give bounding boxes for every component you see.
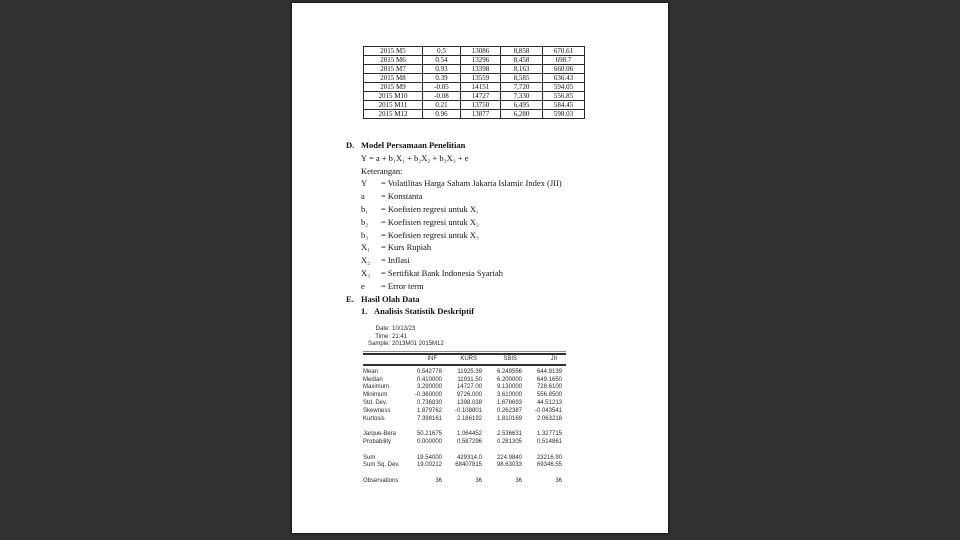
definition-row [346, 177, 656, 190]
stats-value-inf: 0.542778 [416, 368, 442, 375]
stats-value-sbis: 2.536631 [496, 431, 522, 438]
cell-period: 2015 M5 [364, 47, 423, 56]
stats-value-jii: -0.043541 [534, 407, 562, 414]
stats-row [363, 478, 566, 486]
stats-row [363, 423, 566, 431]
definition-row [346, 203, 656, 216]
cell-sbis: 8,163 [501, 65, 543, 74]
section-d-title: Model Persamaan Penelitian [361, 140, 466, 150]
stats-value-inf: -0.360000 [414, 392, 442, 399]
stats-value-kurs [442, 447, 482, 455]
stats-value-sbis [482, 447, 522, 455]
stats-row-pad [562, 423, 566, 431]
cell-kurs: 14727 [461, 92, 501, 101]
definition-symbol: X₂ [361, 255, 371, 266]
stats-value-inf: 0.410000 [416, 376, 442, 383]
stats-row [363, 439, 566, 447]
cell-period: 2015 M11 [364, 101, 423, 110]
section-d-label: D. [346, 140, 355, 150]
stats-row-label: Minimum [363, 392, 388, 399]
section-e-title: Hasil Olah Data [361, 293, 420, 304]
stats-row-label [363, 423, 402, 431]
definition-row [346, 216, 656, 229]
cell-jii: 556.85 [543, 92, 585, 101]
stats-value-jii: 649.1650 [536, 376, 562, 383]
cell-inf: 0.93 [423, 65, 461, 74]
stats-row-pad [562, 384, 566, 392]
cell-period: 2015 M12 [364, 110, 423, 119]
stats-row-pad [562, 408, 566, 416]
stats-value-jii: 556.8500 [536, 392, 562, 399]
stats-value-jii: 728.6100 [536, 384, 562, 391]
stats-row [363, 384, 566, 392]
cell-inf: -0.08 [423, 92, 461, 101]
stats-value-jii [522, 447, 562, 455]
cell-jii: 670.61 [543, 47, 585, 56]
definition-row [346, 280, 656, 293]
stats-row [363, 462, 566, 470]
table-row [364, 47, 585, 56]
stats-meta [363, 326, 566, 349]
stats-header-jii: JII [550, 355, 557, 362]
stats-row-label: Sum [363, 454, 376, 461]
definition-row [346, 241, 656, 254]
stats-value-sbis [482, 470, 522, 478]
definition-symbol: e [361, 280, 365, 291]
stats-value-jii: 44.51213 [536, 399, 562, 406]
stats-row [363, 455, 566, 463]
cell-sbis: 7,330 [501, 92, 543, 101]
stats-value-kurs: 1398.038 [456, 399, 482, 406]
stats-value-jii: 644.9139 [536, 368, 562, 375]
cell-inf: 0.39 [423, 74, 461, 83]
cell-period: 2015 M7 [364, 65, 423, 74]
stats-value-inf: 19.00212 [416, 462, 442, 469]
cell-jii: 636.43 [543, 74, 585, 83]
stats-row [363, 400, 566, 408]
stats-value-jii: 1.327715 [536, 431, 562, 438]
section-e-label: E. [346, 293, 354, 304]
stats-meta-label: Sample: [367, 341, 390, 348]
stats-body [363, 366, 566, 486]
stats-value-inf: 7.398161 [416, 415, 442, 422]
stats-meta-line [363, 341, 566, 349]
definitions-list [346, 177, 656, 292]
document-page [292, 3, 668, 533]
cell-kurs: 13398 [461, 65, 501, 74]
definition-symbol: b₁ [361, 203, 369, 214]
stats-meta-label: Date: [375, 326, 390, 332]
section-e-heading [346, 293, 656, 306]
definition-row [346, 229, 656, 242]
stats-row-pad [562, 478, 566, 486]
stats-row [363, 377, 566, 385]
stats-row-pad [562, 462, 566, 470]
stats-value-sbis: 1.678693 [496, 399, 522, 406]
cell-inf: -0.05 [423, 83, 461, 92]
table-row [364, 56, 585, 65]
definition-text: = Koefisien regresi untuk X₃ [381, 229, 479, 240]
stats-value-jii: 2.063218 [536, 415, 562, 422]
stats-value-sbis: 6.200000 [496, 376, 522, 383]
definition-text: = Sertifikat Bank Indonesia Syariah [381, 267, 503, 278]
stats-value-sbis: 3.610000 [496, 392, 522, 399]
stats-row-label [363, 447, 402, 455]
stats-value-inf: 19.54000 [416, 454, 442, 461]
stats-meta-label: Time: [375, 333, 390, 340]
stats-value-kurs: 11931.50 [457, 376, 482, 383]
stats-meta-line [363, 326, 566, 334]
stats-row-pad [562, 470, 566, 478]
stats-value-kurs: 2.186192 [456, 415, 482, 422]
cell-jii: 594.05 [543, 83, 585, 92]
definition-symbol: Y [361, 178, 368, 189]
definition-symbol: X₃ [361, 267, 371, 278]
definition-text: = Kurs Rupiah [381, 242, 432, 253]
stats-value-inf: 50.21675 [416, 431, 442, 438]
table-row [364, 65, 585, 74]
stats-row [363, 416, 566, 424]
definition-text: = Volatilitas Harga Saham Jakarta Islamic Index (JII) [381, 178, 562, 189]
stats-value-kurs: 68407815 [455, 462, 482, 469]
stats-value-sbis: 0.281305 [496, 438, 522, 445]
definition-text: = Inflasi [381, 255, 410, 266]
stats-row-label: Median [363, 376, 383, 383]
definition-row [346, 254, 656, 267]
cell-inf: 0.54 [423, 56, 461, 65]
stats-value-kurs: 9726.000 [456, 392, 482, 399]
cell-kurs: 13559 [461, 74, 501, 83]
stats-value-sbis: 36 [515, 477, 522, 484]
descriptive-stats-output [363, 326, 566, 486]
stats-row [363, 392, 566, 400]
stats-row-pad [562, 439, 566, 447]
stats-value-sbis: 1.810169 [496, 415, 522, 422]
stats-header-pad [562, 355, 566, 364]
stats-value-kurs [442, 470, 482, 478]
stats-row-label: Observations [363, 477, 399, 484]
definition-text: = Konstanta [381, 191, 423, 202]
stats-row [363, 408, 566, 416]
stats-value-jii: 69346.55 [536, 462, 562, 469]
stats-row-pad [562, 392, 566, 400]
stats-row-label: Sum Sq. Dev. [363, 462, 400, 469]
cell-inf: 0.96 [423, 110, 461, 119]
table-row [364, 92, 585, 101]
table-row [364, 101, 585, 110]
cell-period: 2015 M9 [364, 83, 423, 92]
table-row [364, 74, 585, 83]
table-row [364, 110, 585, 119]
stats-value-sbis: 224.9840 [496, 454, 522, 461]
stats-value-inf: 0.000000 [416, 438, 442, 445]
stats-value-inf: 0.736830 [416, 399, 442, 406]
cell-kurs: 13296 [461, 56, 501, 65]
section-d-heading [346, 139, 656, 152]
stats-value-kurs [442, 423, 482, 431]
definition-symbol: X₁ [361, 242, 371, 253]
cell-jii: 660.06 [543, 65, 585, 74]
stats-row-label: Kurtosis [363, 415, 385, 422]
cell-kurs: 13750 [461, 101, 501, 110]
cell-sbis: 6,495 [501, 101, 543, 110]
stats-row-label [363, 470, 402, 478]
stats-row [363, 470, 566, 478]
stats-value-sbis: 0.262387 [496, 407, 522, 414]
stats-value-kurs: 14727.00 [456, 384, 482, 391]
stats-row-pad [562, 431, 566, 439]
stats-header-row [363, 355, 566, 364]
cell-jii: 584.45 [543, 101, 585, 110]
stats-header-kurs: KURS [460, 355, 477, 362]
stats-meta-line [363, 334, 566, 342]
stats-value-jii [522, 423, 562, 431]
stats-row [363, 431, 566, 439]
definition-text: = Koefisien regresi untuk X₂ [381, 216, 479, 227]
stats-meta-value: 21:41 [392, 333, 408, 340]
cell-kurs: 13086 [461, 47, 501, 56]
cell-period: 2015 M6 [364, 56, 423, 65]
subsection-heading [346, 305, 656, 318]
stats-row-label: Std. Dev. [363, 399, 388, 406]
stats-row-pad [562, 377, 566, 385]
stats-meta-value: 2013M01 2015M12 [392, 341, 444, 348]
stats-meta-value: 10/13/23 [392, 326, 416, 332]
stats-value-sbis: 6.249556 [496, 368, 522, 375]
subsection-number: 1. [361, 306, 368, 317]
monthly-data-table [363, 46, 585, 119]
stats-row-label: Skewness [363, 407, 391, 414]
stats-value-sbis [482, 423, 522, 431]
definition-text: = Error term [381, 280, 424, 291]
stats-value-jii: 36 [555, 477, 562, 484]
stats-value-jii: 23216.90 [536, 454, 562, 461]
stats-value-kurs: 36 [475, 477, 482, 484]
definition-text: = Koefisien regresi untuk X₁ [381, 203, 479, 214]
cell-sbis: 8,458 [501, 56, 543, 65]
stats-row-pad [562, 369, 566, 377]
cell-period: 2015 M10 [364, 92, 423, 101]
stats-row-pad [562, 400, 566, 408]
stats-value-kurs: 1.064452 [456, 431, 482, 438]
stats-row-pad [562, 447, 566, 455]
cell-jii: 698.7 [543, 56, 585, 65]
stats-value-sbis: 98.63033 [496, 462, 522, 469]
cell-inf: 0.5 [423, 47, 461, 56]
stats-value-kurs: -0.108801 [454, 407, 482, 414]
definition-row [346, 190, 656, 203]
stats-value-inf: 3.290000 [416, 384, 442, 391]
subsection-title: Analisis Statistik Deskriptif [374, 306, 475, 317]
cell-jii: 598.03 [543, 110, 585, 119]
stats-value-inf [402, 470, 442, 478]
stats-row-label: Probability [363, 438, 392, 445]
stats-row-label: Maximum [363, 384, 390, 391]
stats-row-label: Jarque-Bera [363, 431, 397, 438]
stats-value-inf [402, 423, 442, 431]
stats-row [363, 369, 566, 377]
cell-sbis: 8,858 [501, 47, 543, 56]
cell-period: 2015 M8 [364, 74, 423, 83]
definition-symbol: a [361, 191, 365, 202]
cell-sbis: 7,720 [501, 83, 543, 92]
stats-value-kurs: 429314.0 [456, 454, 482, 461]
stats-value-kurs: 0.587296 [456, 438, 482, 445]
stats-value-kurs: 11925.39 [457, 368, 482, 375]
stats-value-inf [402, 447, 442, 455]
stats-header-sbis: SBIS [503, 355, 517, 362]
cell-sbis: 8,585 [501, 74, 543, 83]
cell-sbis: 6,280 [501, 110, 543, 119]
regression-equation: Y = a + b₁X₁ + b₂X₂ + b₃X₃ + e [361, 152, 469, 163]
stats-row-pad [562, 455, 566, 463]
stats-header-inf: INF [427, 355, 437, 362]
stats-value-jii: 0.514861 [536, 438, 562, 445]
stats-row-pad [562, 416, 566, 424]
keterangan-label: Keterangan: [361, 165, 403, 176]
definition-row [346, 267, 656, 280]
stats-value-inf: 36 [435, 477, 442, 484]
cell-kurs: 13877 [461, 110, 501, 119]
stats-value-sbis: 9.130000 [496, 384, 522, 391]
stats-row [363, 447, 566, 455]
stats-row-label: Mean [363, 368, 379, 375]
body-text [346, 139, 656, 318]
stats-value-inf: 1.879762 [416, 407, 442, 414]
stats-header-blank [363, 355, 402, 364]
cell-kurs: 14151 [461, 83, 501, 92]
definition-symbol: b₂ [361, 216, 369, 227]
table-row [364, 83, 585, 92]
stats-value-jii [522, 470, 562, 478]
definition-symbol: b₃ [361, 229, 369, 240]
cell-inf: 0.21 [423, 101, 461, 110]
